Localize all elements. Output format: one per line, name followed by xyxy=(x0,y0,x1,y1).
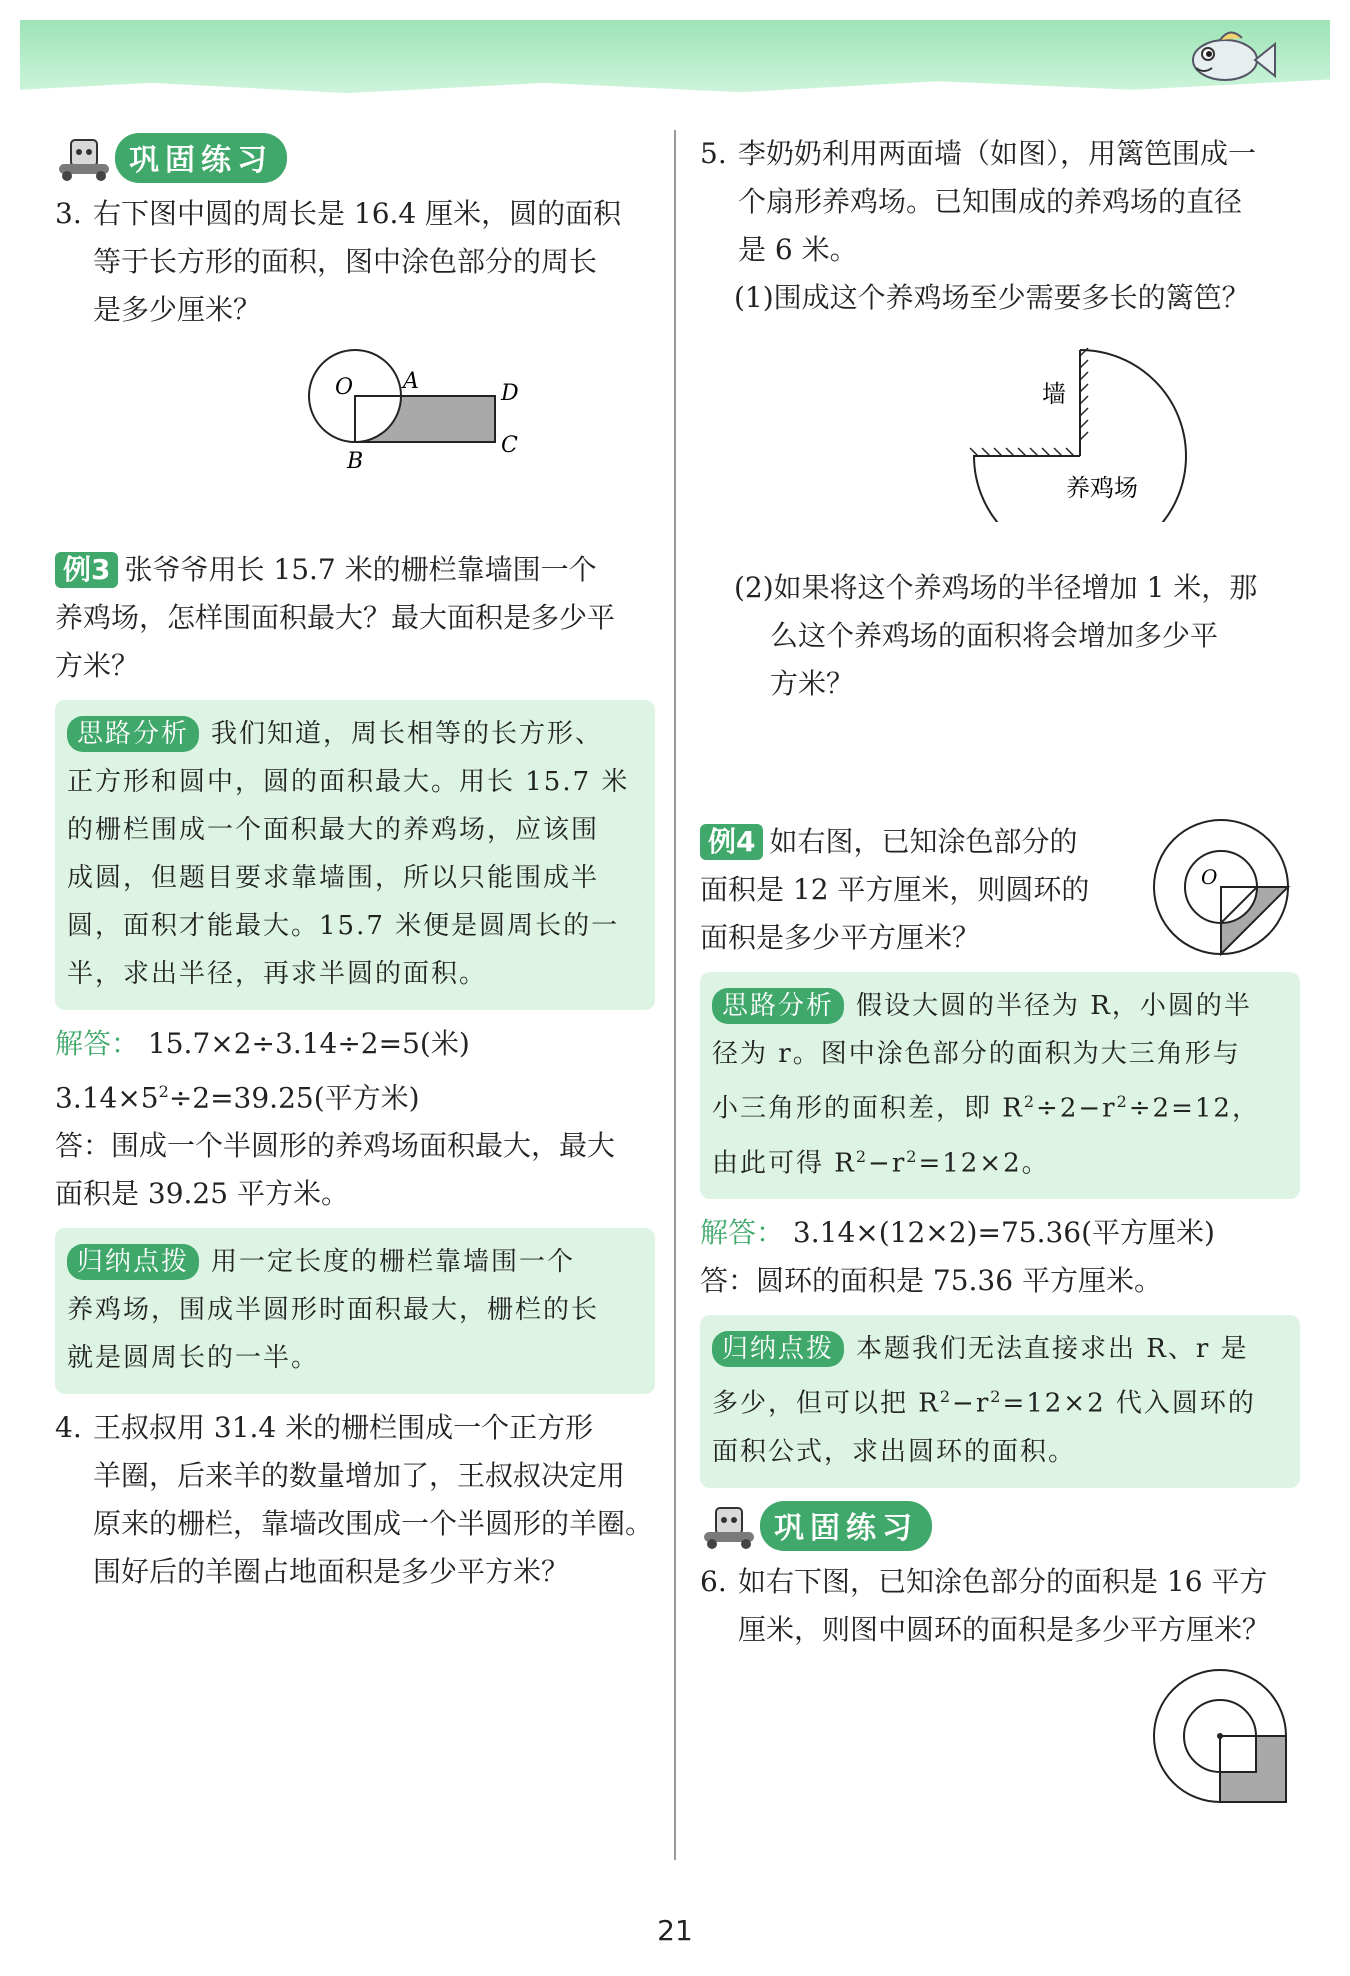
ex4-line-2: 面积是 12 平方厘米，则圆环的 xyxy=(700,873,1090,906)
q4-line-3: 原来的栅栏，靠墙改围成一个半圆形的羊圈。 xyxy=(93,1507,654,1541)
q5-line-3: 是 6 米。 xyxy=(738,233,858,266)
ex4-analysis-box: 思路分析 假设大圆的半径为 R，小圆的半 径为 r。图中涂色部分的面积为大三角形与 小三角形的面积差，即 $R^2\div 2-r^2\div 2=12$， 由此可得 $R^2-r^2=12\times 2$。 xyxy=(700,972,1300,1199)
example-3-tag: 例3 xyxy=(55,552,118,588)
label-o: O xyxy=(335,375,354,400)
field-label: 养鸡场 xyxy=(1066,474,1138,502)
answer-label: 解答： xyxy=(55,1027,140,1060)
ex3-line-1: 例3 张爷爷用长 15.7 米的栅栏靠墙围一个 xyxy=(55,546,655,594)
column-divider xyxy=(674,130,676,1860)
summary-tag: 归纳点拨 xyxy=(67,1244,199,1280)
analysis-tag: 思路分析 xyxy=(67,716,199,752)
page-number: 21 xyxy=(657,1914,693,1947)
fish-mascot-icon xyxy=(1170,18,1280,98)
ex3-summary-box: 归纳点拨 用一定长度的栅栏靠墙围一个 养鸡场，围成半圆形时面积最大，栅栏的长 就是圆周长的一半。 xyxy=(55,1228,655,1394)
ex3-answer-4: 面积是 39.25 平方米。 xyxy=(55,1177,349,1211)
robot-mascot-icon xyxy=(700,1502,758,1550)
q5-sub-2-line-1: (2)如果将这个养鸡场的半径增加 1 米，那 xyxy=(734,571,1258,604)
q4-line-1: 4. 王叔叔用 31.4 米的栅栏围成一个正方形 xyxy=(55,1411,594,1445)
header-band xyxy=(20,20,1330,105)
q5-sub-1: (1)围成这个养鸡场至少需要多长的篱笆？ xyxy=(734,281,1250,314)
label-o: O xyxy=(1201,865,1218,889)
section-heading-practice-2 xyxy=(700,1498,1300,1554)
q5-line-1: 5. 李奶奶利用两面墙（如图），用篱笆围成一 xyxy=(700,137,1257,170)
ex3-answer-1: 解答： 15.7×2÷3.14÷2=5(米) xyxy=(55,1027,470,1060)
ex3-line-2: 养鸡场，怎样围面积最大？最大面积是多少平 xyxy=(55,601,616,634)
label-d: D xyxy=(501,381,519,406)
ex4-answer-2: 答：圆环的面积是 75.36 平方厘米。 xyxy=(700,1264,1162,1298)
robot-mascot-icon xyxy=(55,134,113,182)
ex3-analysis-box: 思路分析 我们知道，周长相等的长方形、 正方形和圆中，圆的面积最大。用长 15.7 米 的栅栏围成一个面积最大的养鸡场，应该围 成圆，但题目要求靠墙围，所以只能围成半 圆，面积才能最大。15.7 米便是圆周长的一 半，求出半径，再求半圆的面积。 xyxy=(55,700,655,1010)
example-4-tag: 例4 xyxy=(700,824,763,860)
ex4-answer-1: 解答： 3.14×(12×2)=75.36(平方厘米) xyxy=(700,1216,1215,1250)
ex3-line-3: 方米？ xyxy=(55,649,140,682)
ex4-block xyxy=(700,818,1300,962)
q4-line-4: 围好后的羊圈占地面积是多少平方米？ xyxy=(93,1555,570,1589)
q5-figure xyxy=(700,322,1300,522)
q5-sub-2-line-3: 方米？ xyxy=(770,667,855,700)
wall-hatching xyxy=(970,348,1088,456)
q3-line-2: 等于长方形的面积，图中涂色部分的周长 xyxy=(93,245,598,278)
right-column xyxy=(700,130,1300,1808)
label-a: A xyxy=(403,369,419,394)
analysis-tag: 思路分析 xyxy=(712,988,844,1024)
answer-label: 解答： xyxy=(700,1216,785,1250)
ex3-answer-3: 答：围成一个半圆形的养鸡场面积最大，最大 xyxy=(55,1129,616,1163)
q6-figure xyxy=(700,1658,1300,1808)
q3-line-1: 3. 右下图中圆的周长是 16.4 厘米，圆的面积 xyxy=(55,197,622,230)
ex3-answer-2: $3.14\times 5^2\div 2=39.25$(平方米) xyxy=(55,1081,420,1115)
label-b: B xyxy=(347,449,364,474)
ex4-figure xyxy=(1146,812,1296,962)
q3-figure xyxy=(55,338,655,478)
q5-line-2: 个扇形养鸡场。已知围成的养鸡场的直径 xyxy=(738,185,1243,218)
ex4-line-3: 面积是多少平方厘米？ xyxy=(700,921,981,954)
summary-tag: 归纳点拨 xyxy=(712,1331,844,1367)
q6-line-1: 6. 如右下图，已知涂色部分的面积是 16 平方 xyxy=(700,1564,1268,1598)
q5-sub-2-line-2: 么这个养鸡场的面积将会增加多少平 xyxy=(770,619,1219,652)
section-title: 巩固练习 xyxy=(760,1501,932,1551)
ex4-summary-box: 归纳点拨 本题我们无法直接求出 R、r 是 多少，但可以把 $R^2-r^2=12\times 2$ 代入圆环的 面积公式，求出圆环的面积。 xyxy=(700,1315,1300,1488)
section-heading-practice-1 xyxy=(55,130,655,186)
section-title: 巩固练习 xyxy=(115,133,287,183)
label-c: C xyxy=(501,433,518,458)
q4-line-2: 羊圈，后来羊的数量增加了，王叔叔决定用 xyxy=(93,1459,626,1493)
q6-line-2: 厘米，则图中圆环的面积是多少平方厘米？ xyxy=(738,1612,1271,1646)
ex4-line-1: 例4 如右图，已知涂色部分的 xyxy=(700,818,1300,866)
q3-line-3: 是多少厘米？ xyxy=(93,293,262,326)
wall-label: 墙 xyxy=(1042,380,1066,408)
left-column xyxy=(55,130,655,1596)
